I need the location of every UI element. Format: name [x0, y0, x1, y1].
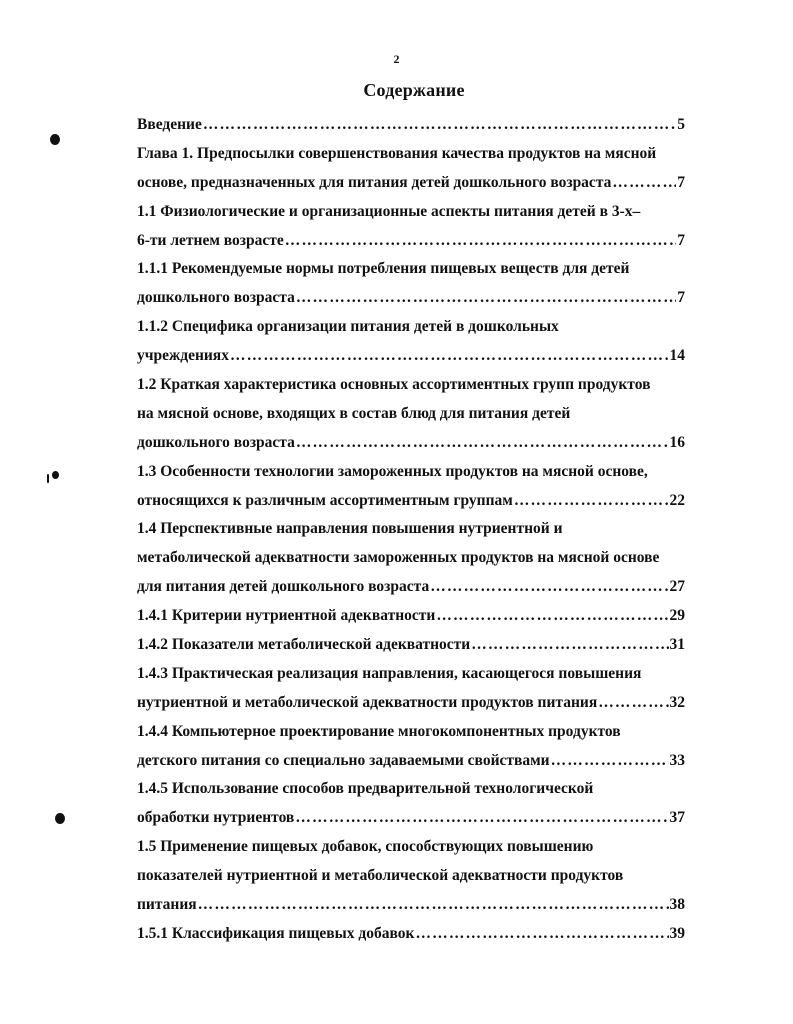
toc-entry-text: питания [137, 896, 197, 914]
toc-line [137, 198, 685, 227]
toc-entry-text: 1.4.5 Использование способов предварительной технологической [137, 780, 594, 798]
toc-page-number: 16 [669, 433, 685, 451]
toc-page-number: 7 [677, 289, 685, 307]
toc-page-number: 14 [669, 347, 685, 365]
toc-entry-text: дошкольного возраста [137, 433, 295, 451]
toc-entry-text: 1.1.2 Специфика организации питания детей в дошкольных [137, 318, 559, 336]
table-of-contents [137, 111, 685, 949]
toc-entry-text: 1.5 Применение пищевых добавок, способствующих повышению [137, 838, 594, 856]
toc-entry-text: 1.5.1 Классификация пищевых добавок [137, 924, 415, 942]
toc-line [137, 804, 685, 833]
toc-entry-text: основе, предназначенных для питания детей дошкольного возраста [137, 173, 612, 191]
toc-line [137, 371, 685, 400]
toc-leader-dots [598, 689, 668, 718]
toc-line [137, 111, 685, 140]
toc-entry-text: Введение [137, 116, 202, 133]
toc-entry-text: 1.4.4 Компьютерное проектирование многокомпонентных продуктов [137, 722, 621, 740]
toc-page-number: 31 [669, 636, 685, 654]
toc-line [137, 487, 685, 516]
toc-line [137, 573, 685, 602]
scan-speck [52, 471, 59, 479]
toc-entry-text: 6-ти летнем возрасте [137, 231, 284, 249]
toc-entry [137, 198, 685, 256]
toc-entry-text: 1.2 Краткая характеристика основных ассортиментных групп продуктов [137, 376, 651, 394]
toc-entry-text: на мясной основе, входящих в состав блюд для питания детей [137, 404, 571, 422]
toc-entry-text: детского питания со специально задаваемыми свойствами [137, 751, 550, 769]
toc-line [137, 602, 685, 631]
toc-line [137, 255, 685, 284]
toc-page-number: 33 [669, 751, 685, 769]
toc-entry-text: 1.4.3 Практическая реализация направления, касающегося повышения [137, 664, 642, 682]
toc-entry [137, 255, 685, 313]
toc-line [137, 862, 685, 891]
toc-entry [137, 515, 685, 602]
toc-page-number: 29 [669, 607, 685, 625]
toc-page-number: 7 [677, 173, 685, 191]
toc-leader-dots [430, 573, 668, 602]
toc-line [137, 342, 685, 371]
toc-entry [137, 660, 685, 718]
toc-entry-text: 1.4.2 Показатели метаболической адекватности [137, 636, 471, 654]
toc-leader-dots [471, 631, 668, 660]
toc-page-number: 27 [669, 578, 685, 596]
toc-leader-dots [296, 429, 669, 458]
toc-entry [137, 313, 685, 371]
toc-leader-dots [514, 487, 669, 516]
toc-leader-dots [285, 227, 676, 256]
toc-line [137, 458, 685, 487]
toc-entry-text: 1.1 Физиологические и организационные аспекты питания детей в 3-х– [137, 202, 641, 220]
scan-speck [50, 134, 60, 145]
toc-line [137, 313, 685, 342]
toc-entry-text: метаболической адекватности замороженных продуктов на мясной основе [137, 549, 660, 567]
toc-entry-text: 1.4 Перспективные направления повышения нутриентной и [137, 520, 563, 538]
toc-entry-text: дошкольного возраста [137, 289, 295, 307]
toc-line [137, 227, 685, 256]
toc-entry-text: 1.4.1 Критерии нутриентной адекватности [137, 607, 436, 625]
toc-page-number: 39 [669, 924, 685, 942]
toc-leader-dots [612, 169, 676, 198]
toc-line [137, 400, 685, 429]
toc-entry [137, 631, 685, 660]
page-number: 2 [393, 52, 400, 66]
toc-page-number: 7 [677, 231, 685, 249]
toc-leader-dots [198, 891, 669, 920]
toc-entry-text: 1.3 Особенности технологии замороженных продуктов на мясной основе, [137, 462, 648, 480]
toc-entry-text: учреждениях [137, 347, 229, 365]
toc-entry [137, 718, 685, 776]
toc-line [137, 833, 685, 862]
toc-leader-dots [415, 920, 668, 949]
toc-page-number: 37 [669, 809, 685, 827]
toc-entry-text: обработки нутриентов [137, 809, 295, 827]
toc-entry-text: для питания детей дошкольного возраста [137, 578, 430, 596]
toc-entry [137, 371, 685, 458]
toc-entry [137, 602, 685, 631]
toc-leader-dots [436, 602, 668, 631]
toc-entry [137, 833, 685, 920]
toc-leader-dots [295, 804, 668, 833]
scan-speck [55, 813, 65, 824]
toc-page-number: 38 [669, 896, 685, 914]
toc-entry [137, 920, 685, 949]
toc-line [137, 718, 685, 747]
toc-page-number: 22 [669, 491, 685, 509]
page-title: Содержание [363, 80, 465, 100]
toc-line [137, 775, 685, 804]
toc-line [137, 891, 685, 920]
toc-line [137, 515, 685, 544]
toc-line [137, 747, 685, 776]
toc-entry [137, 458, 685, 516]
toc-leader-dots [230, 342, 669, 371]
toc-line [137, 689, 685, 718]
toc-page-number: 5 [677, 116, 685, 133]
toc-line [137, 284, 685, 313]
toc-line [137, 429, 685, 458]
toc-leader-dots [203, 111, 676, 140]
toc-line [137, 631, 685, 660]
toc-entry [137, 140, 685, 198]
toc-entry-text: Глава 1. Предпосылки совершенствования качества продуктов на мясной [137, 144, 657, 162]
toc-leader-dots [551, 747, 669, 776]
toc-entry-text: 1.1.1 Рекомендуемые нормы потребления пищевых веществ для детей [137, 260, 630, 278]
toc-entry-text: относящихся к различным ассортиментным группам [137, 491, 513, 509]
toc-line [137, 140, 685, 169]
toc-line [137, 660, 685, 689]
toc-page-number: 32 [669, 693, 685, 711]
toc-line [137, 544, 685, 573]
toc-line [137, 169, 685, 198]
scan-speck [47, 474, 49, 483]
toc-entry [137, 775, 685, 833]
toc-entry-text: нутриентной и метаболической адекватности продуктов питания [137, 693, 598, 711]
toc-entry-text: показателей нутриентной и метаболической адекватности продуктов [137, 867, 624, 885]
toc-leader-dots [296, 284, 676, 313]
toc-line [137, 920, 685, 949]
toc-entry [137, 111, 685, 140]
